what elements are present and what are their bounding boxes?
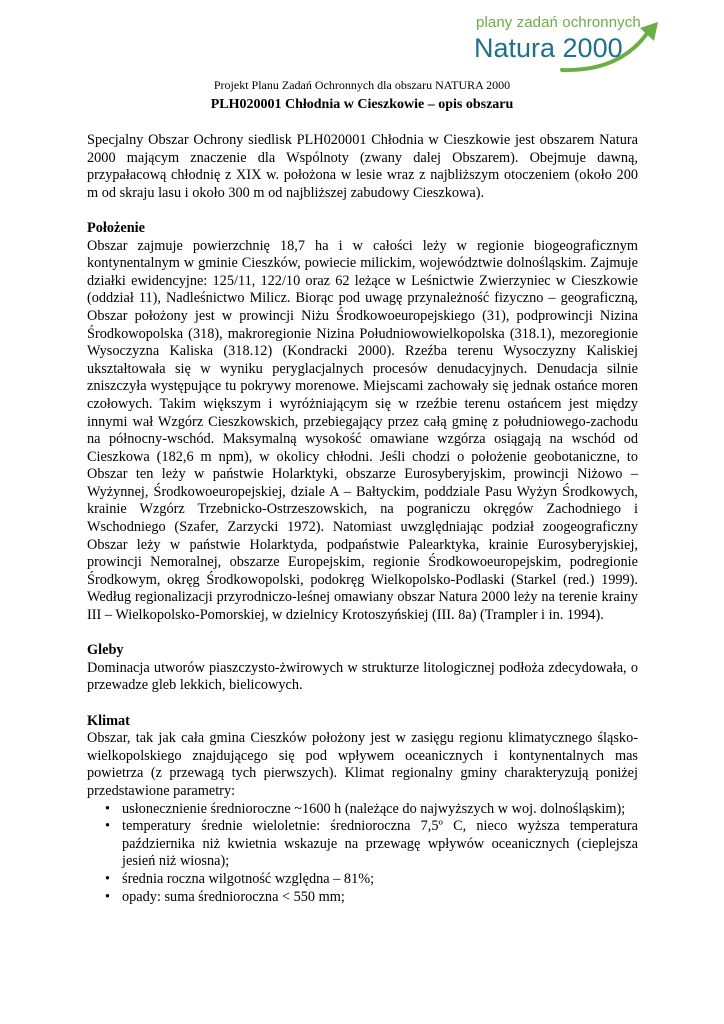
natura-2000-logo: [470, 10, 670, 84]
bullet-icon: •: [105, 818, 111, 835]
document-title: PLH020001 Chłodnia w Cieszkowie – opis obszaru: [210, 97, 514, 112]
document-body: [87, 132, 638, 906]
klimat-paragraph: Obszar, tak jak cała gmina Cieszków położony jest w zasięgu regionu klimatycznego śląsko-wielkopolskiego znajdującego się pod wpływem oceanicznych i kontynentalnych mas powietrza (z przewagą tych pierwszych). Klimat regionalny gminy charakteryzują poniżej przedstawione parametry:: [87, 730, 638, 799]
list-item: • średnia roczna wilgotność względna – 81%;: [105, 870, 375, 887]
bullet-icon: •: [105, 888, 111, 905]
logo-name: Natura 2000: [474, 33, 623, 63]
section-heading-gleby: Gleby: [87, 642, 124, 659]
bullet-icon: •: [105, 870, 111, 887]
logo-tagline: plany zadań ochronnych: [476, 14, 641, 31]
polozenie-paragraph: Obszar zajmuje powierzchnię 18,7 ha i w całości leży w regionie biogeograficznym kontynentalnym w gminie Cieszków, powiecie milickim, województwie dolnośląskim. Zajmuje działki ewidencyjne: 125/11, 122/10 oraz 62 leżące w Leśnictwie Zwierzyniec w Cieszkowie (oddział 11), Nadleśnictwo Milicz. Biorąc pod uwagę przynależność fizyczno – geograficzną, Obszar położony jest w prowincji Niżu Środkowoeuropejskiego (31), podprowincji Nizina Środkowopolska (318), makroregionie Nizina Południowowielkopolska (318.1), mezoregionie Wysoczyzna Kaliska (318.12) (Kondracki 2000). Rzeźba terenu Wysoczyzny Kaliskiej ukształtowała się w wyniku peryglacjalnych procesów denudacyjnych. Denudacja silnie zniszczyła występujące tu pokrywy morenowe. Miejscami zachowały się jednak ostańce moren czołowych. Takim większym i wyróżniającym się w rzeźbie terenu ostańcem jest między innymi wał Wzgórz Cieszkowskich, przebiegający przez całą gminę z południowego-zachodu na północny-wschód. Maksymalną wysokość omawiane wzgórza osiągają na wschód od Cieszkowa (182,6 m npm), w okolicy chłodni. Jeśli chodzi o położenie geobotaniczne, to Obszar ten leży w państwie Holarktyki, obszarze Eurosyberyjskim, prowincji Niżowo – Wyżynnej, Środkowoeuropejskiej, dziale A – Bałtyckim, poddziale Pasu Wyżyn Środkowych, krainie Wzgórz Trzebnicko-Ostrzeszowskich, na pograniczu okręgów Zachodniego i Wschodniego (Szafer, Zarzycki 1972). Natomiast uwzględniając podział zoogeograficzny Obszar leży w państwie Holarktyda, podpaństwie Palearktyka, krainie Eurosyberyjskiej, prowincji Nemoralnej, obszarze Europejskim, regionie Środkowoeuropejskim, podregionie Środkowym, okręg Środkowopolski, podokręg Wielkopolsko-Podlaski (Starkel (red.) 1999). Według regionalizacji przyrodniczo-leśnej omawiany obszar Natura 2000 leży na terenie krainy III – Wielkopolsko-Pomorskiej, w dzielnicy Krotoszyńskiej (III. 8a) (Trampler i in. 1994).: [87, 237, 638, 624]
list-item: • temperatury średnie wieloletnie: średnioroczna 7,5º C, nieco wyższa temperatura października niż kwietnia wskazuje na przewagę wpływów oceanicznych (cieplejsza jesień niż wiosna);: [105, 818, 638, 870]
document-header: [0, 78, 724, 114]
bullet-icon: •: [105, 800, 111, 817]
section-heading-klimat: Klimat: [87, 712, 130, 729]
section-heading-polozenie: Położenie: [87, 219, 145, 236]
gleby-paragraph: Dominacja utworów piaszczysto-żwirowych w strukturze litologicznej podłoża zdecydowała, o przewadze gleb lekkich, bielicowych.: [87, 659, 638, 694]
document-subtitle: Projekt Planu Zadań Ochronnych dla obszaru NATURA 2000: [213, 78, 511, 92]
list-item: • usłonecznienie średnioroczne ~1600 h (należące do najwyższych w woj. dolnośląskim);: [105, 800, 626, 817]
intro-paragraph: Specjalny Obszar Ochrony siedlisk PLH020001 Chłodnia w Cieszkowie jest obszarem Natura 2000 mającym znaczenie dla Wspólnoty (zwany dalej Obszarem). Obejmuje dawną, przypałacową chłodnię z XIX w. położona w lesie wraz z najbliższym otoczeniem (około 200 m od skraju lasu i około 300 m od najbliższej zabudowy Cieszkowa).: [87, 132, 638, 201]
climate-parameters-list: [87, 801, 638, 907]
list-item: • opady: suma średnioroczna < 550 mm;: [105, 888, 345, 905]
